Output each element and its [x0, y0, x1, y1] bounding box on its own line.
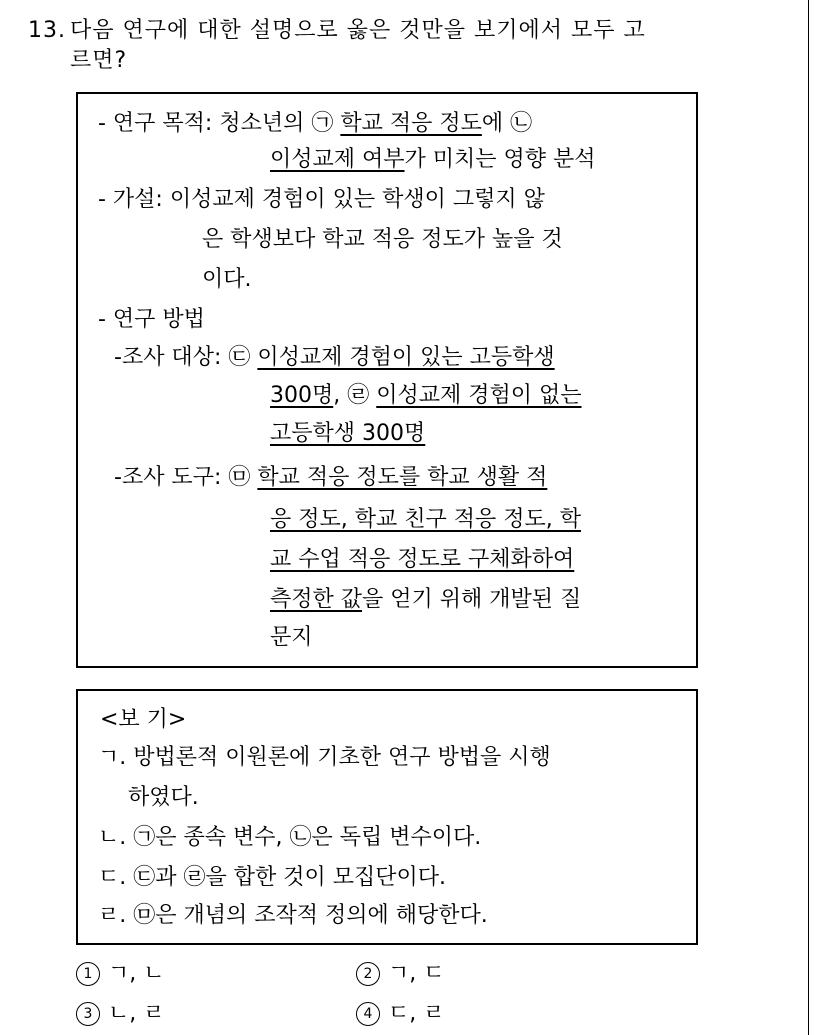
- bogi-c: ㄷ. ㉢과 ㉣을 합한 것이 모집단이다.: [98, 865, 446, 890]
- subject-line-3: [270, 420, 425, 448]
- tool-label: -조사 도구:: [114, 465, 222, 490]
- choice-3[interactable]: [76, 1000, 165, 1028]
- choice-number-2: 2: [356, 962, 380, 986]
- tool-line-2: [270, 506, 581, 534]
- purpose-line: [98, 110, 532, 138]
- subject-label: -조사 대상:: [114, 345, 222, 370]
- subject-sep: , ㉣: [333, 383, 377, 408]
- hypothesis-text: 이성교제 경험이 있는 학생이 그렇지 않: [169, 187, 545, 212]
- tool-line-4: [270, 586, 581, 614]
- choice-text: ㄱ, ㄴ: [108, 961, 165, 986]
- hypothesis-line-2: 은 학생보다 학교 적응 정도가 높을 것: [202, 227, 563, 252]
- bogi-a-line-2: 하였다.: [128, 785, 199, 810]
- choice-1[interactable]: [76, 960, 165, 988]
- bogi-d: ㄹ. ㉤은 개념의 조작적 정의에 해당한다.: [98, 903, 488, 928]
- tool-text: 을 얻기 위해 개발된 질: [362, 587, 582, 612]
- hypothesis-label: - 가설:: [98, 187, 163, 212]
- choice-number-1: 1: [76, 962, 100, 986]
- choice-2[interactable]: [356, 960, 445, 988]
- bogi-b: ㄴ. ㉠은 종속 변수, ㉡은 독립 변수이다.: [98, 825, 482, 850]
- group-d-count: 고등학생 300명: [270, 421, 426, 446]
- tool-text: 학교 적응 정도를 학교 생활 적: [257, 465, 548, 490]
- method-label: - 연구 방법: [98, 307, 205, 332]
- tool-text: 교 수업 적응 정도로 구체화하여: [270, 547, 575, 572]
- choice-text: ㄱ, ㄷ: [388, 961, 445, 986]
- tool-mark: ㉤: [228, 465, 258, 490]
- tool-text: 응 정도, 학교 친구 적응 정도, 학: [270, 507, 581, 532]
- variable-b: 이성교제 여부: [270, 147, 405, 172]
- choice-number-4: 4: [356, 1002, 380, 1026]
- question-stem: [28, 16, 768, 76]
- tool-line-1: [114, 464, 547, 492]
- question-line-1: 다음 연구에 대한 설명으로 옳은 것만을 보기에서 모두 고: [70, 18, 646, 43]
- subject-line-1: [114, 344, 555, 372]
- group-c-count: 300명: [270, 383, 334, 408]
- tool-text: 측정한 값: [270, 587, 363, 612]
- choice-text: ㄴ, ㄹ: [108, 1001, 165, 1026]
- choice-text: ㄷ, ㄹ: [388, 1001, 445, 1026]
- bogi-a-line-1: ㄱ. 방법론적 이원론에 기초한 연구 방법을 시행: [98, 745, 551, 770]
- subject-line-2: [270, 382, 582, 410]
- group-c: 이성교제 경험이 있는 고등학생: [257, 345, 555, 370]
- purpose-line-2: [270, 146, 596, 174]
- tool-line-3: [270, 546, 574, 574]
- hypothesis-line-3: 이다.: [202, 267, 252, 292]
- purpose-text: 가 미치는 영향 분석: [404, 147, 596, 172]
- purpose-text: 청소년의 ㉠: [219, 111, 341, 136]
- research-box: [76, 92, 698, 668]
- purpose-text: 에 ㉡: [481, 111, 533, 136]
- hypothesis-line-1: [98, 186, 545, 214]
- variable-a: 학교 적응 정도: [340, 111, 482, 136]
- choice-4[interactable]: [356, 1000, 445, 1028]
- tool-line-5: 문지: [270, 625, 313, 650]
- subject-mark: ㉢: [228, 345, 258, 370]
- question-line-2: 르면?: [70, 48, 128, 73]
- group-d: 이성교제 경험이 없는: [376, 383, 582, 408]
- column-divider: [808, 0, 809, 1035]
- choice-number-3: 3: [76, 1002, 100, 1026]
- question-number: 13.: [28, 18, 66, 43]
- purpose-label: - 연구 목적:: [98, 111, 213, 136]
- bogi-title: <보 기>: [100, 707, 187, 732]
